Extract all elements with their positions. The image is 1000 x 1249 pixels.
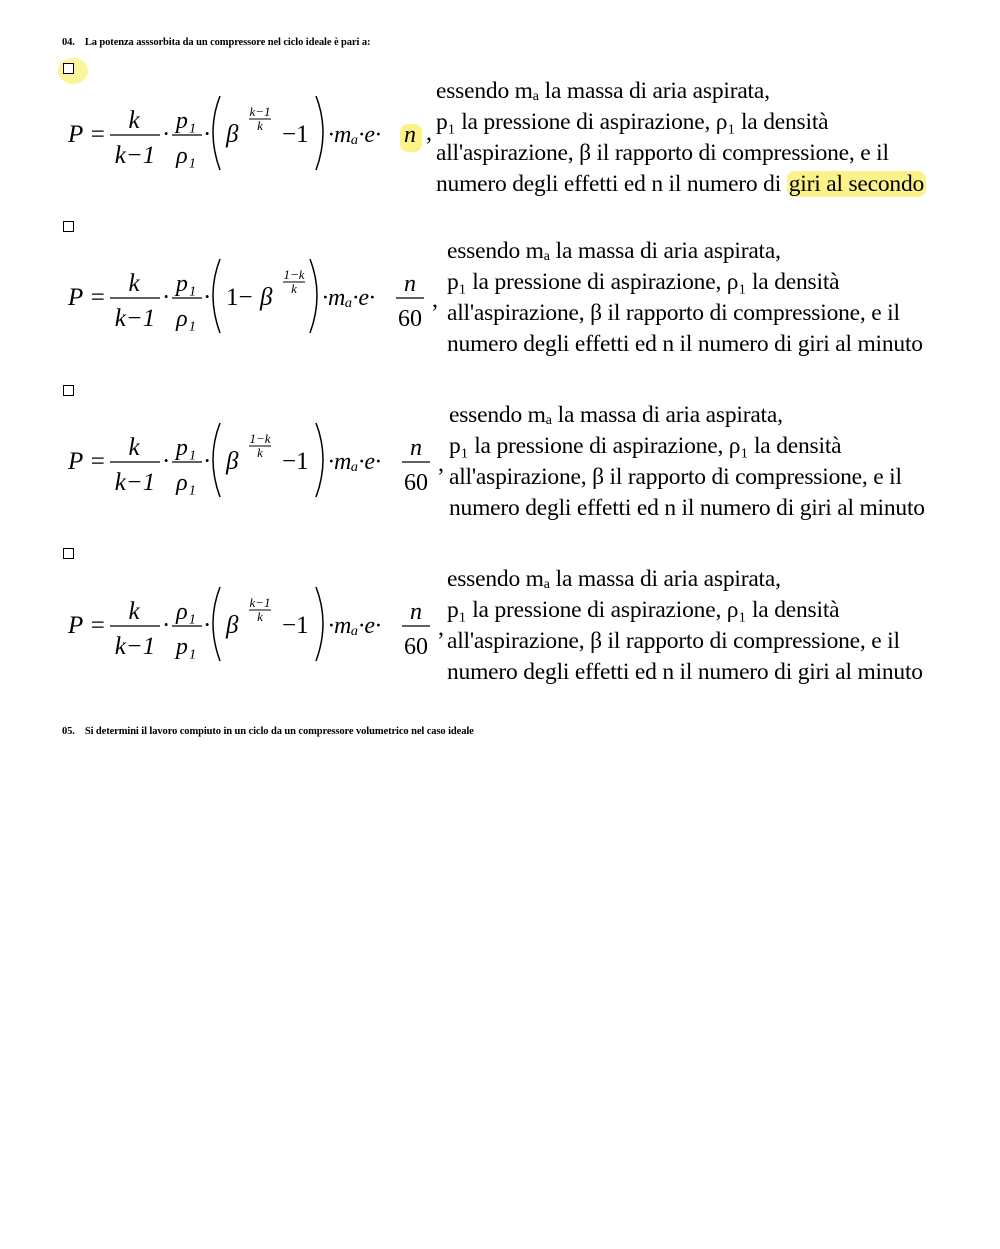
fraction-2-denominator: p₁: [175, 634, 197, 660]
option-1-checkbox[interactable]: [63, 63, 74, 74]
exponent-denominator: k: [257, 445, 263, 460]
question-05-title: [62, 726, 474, 737]
highlighted-text: giri al secondo: [788, 171, 925, 197]
fraction-2-numerator: p₁: [175, 435, 197, 461]
formula-lhs: P =: [68, 612, 106, 639]
formula-tail: ·mₐ·e·: [322, 285, 376, 311]
option-1-formula: [62, 92, 437, 176]
fraction-2-denominator: ρ₁: [176, 470, 196, 496]
fraction-2-numerator: p₁: [175, 108, 197, 134]
comma: ,: [438, 615, 444, 641]
fraction-2-denominator: ρ₁: [176, 306, 196, 332]
description-text: numero degli effetti ed n il numero di: [436, 171, 787, 197]
right-parenthesis: [316, 96, 323, 170]
rate-numerator: n: [404, 271, 416, 297]
description-line: numero degli effetti ed n il numero di giri al minuto: [449, 495, 925, 521]
right-parenthesis: [310, 259, 317, 333]
description-line: essendo mₐ la massa di aria aspirata,: [436, 78, 770, 104]
option-3-checkbox[interactable]: [63, 385, 74, 396]
fraction-1-numerator: k: [128, 270, 140, 297]
fraction-1-denominator: k−1: [114, 469, 156, 496]
exponent-denominator: k: [257, 118, 263, 133]
rate-denominator: 60: [398, 306, 422, 332]
dot-operator: ·: [203, 284, 212, 311]
description-line: numero degli effetti ed n il numero di giri al minuto: [447, 659, 923, 685]
dot-operator: ·: [162, 284, 171, 311]
rate-denominator: 60: [404, 634, 428, 660]
rate-numerator: n: [410, 435, 422, 461]
formula-svg: [62, 419, 444, 503]
dot-operator: ·: [162, 448, 171, 475]
fraction-2-numerator: p₁: [175, 271, 197, 297]
description-line: all'aspirazione, β il rapporto di compressione, e il: [447, 628, 900, 654]
description-line: essendo mₐ la massa di aria aspirata,: [447, 566, 781, 592]
option-2-description: [447, 236, 923, 360]
option-4-formula: [62, 583, 444, 667]
description-line: p₁ la pressione di aspirazione, ρ₁ la densità: [449, 433, 842, 459]
option-1-description: [436, 76, 926, 200]
dot-operator: ·: [162, 612, 171, 639]
formula-lhs: P =: [68, 284, 106, 311]
option-3-description: [449, 400, 925, 524]
left-parenthesis: [213, 587, 220, 661]
fraction-1-denominator: k−1: [114, 142, 156, 169]
right-parenthesis: [316, 587, 323, 661]
formula-tail: ·mₐ·e·: [328, 122, 382, 148]
dot-operator: ·: [162, 121, 171, 148]
fraction-1-denominator: k−1: [114, 305, 156, 332]
formula-svg: [62, 92, 437, 176]
exponent-numerator: k−1: [249, 104, 271, 119]
right-parenthesis: [316, 423, 323, 497]
rate-symbol: n: [404, 122, 416, 148]
option-2-formula: [62, 255, 437, 339]
description-line: all'aspirazione, β il rapporto di compressione, e il: [449, 464, 902, 490]
formula-lhs: P =: [68, 448, 106, 475]
rate-numerator: n: [410, 599, 422, 625]
option-4-description: [447, 564, 923, 688]
left-parenthesis: [213, 96, 220, 170]
question-number: 04.: [62, 37, 75, 48]
fraction-1-numerator: k: [128, 434, 140, 461]
beta-base: β: [260, 284, 273, 311]
exponent-numerator: 1−k: [283, 267, 305, 282]
formula-svg: [62, 583, 444, 667]
bracket-suffix: −1: [282, 121, 309, 148]
dot-operator: ·: [203, 448, 212, 475]
fraction-2-numerator: ρ₁: [176, 599, 196, 625]
description-line: essendo mₐ la massa di aria aspirata,: [449, 402, 783, 428]
exponent-numerator: k−1: [249, 595, 271, 610]
fraction-1-denominator: k−1: [114, 633, 156, 660]
beta-base: β: [226, 121, 239, 148]
formula-tail: ·mₐ·e·: [328, 449, 382, 475]
fraction-1-numerator: k: [128, 598, 140, 625]
beta-base: β: [226, 612, 239, 639]
option-3-formula: [62, 419, 444, 503]
description-line: all'aspirazione, β il rapporto di compressione, e il: [436, 140, 889, 166]
question-number: 05.: [62, 726, 75, 737]
description-line: p₁ la pressione di aspirazione, ρ₁ la densità: [447, 597, 840, 623]
formula-svg: [62, 255, 437, 339]
fraction-1-numerator: k: [128, 107, 140, 134]
exponent-denominator: k: [257, 609, 263, 624]
comma: ,: [432, 287, 438, 313]
exponent-numerator: 1−k: [249, 431, 271, 446]
question-04-title: [62, 37, 370, 48]
description-line: numero degli effetti ed n il numero di giri al minuto: [447, 331, 923, 357]
bracket-prefix: 1−: [226, 284, 253, 311]
formula-lhs: P =: [68, 121, 106, 148]
option-2-checkbox[interactable]: [63, 221, 74, 232]
description-line: all'aspirazione, β il rapporto di compressione, e il: [447, 300, 900, 326]
rate-denominator: 60: [404, 470, 428, 496]
dot-operator: ·: [203, 612, 212, 639]
description-line: essendo mₐ la massa di aria aspirata,: [447, 238, 781, 264]
left-parenthesis: [213, 259, 220, 333]
bracket-suffix: −1: [282, 612, 309, 639]
comma: ,: [438, 451, 444, 477]
question-text: Si determini il lavoro compiuto in un ciclo da un compressore volumetrico nel caso ideale: [84, 726, 474, 737]
fraction-2-denominator: ρ₁: [176, 143, 196, 169]
dot-operator: ·: [203, 121, 212, 148]
bracket-suffix: −1: [282, 448, 309, 475]
option-4-checkbox[interactable]: [63, 548, 74, 559]
question-text: La potenza asssorbita da un compressore nel ciclo ideale è pari a:: [84, 37, 371, 48]
comma: ,: [426, 120, 432, 146]
description-line: [436, 169, 926, 200]
left-parenthesis: [213, 423, 220, 497]
formula-tail: ·mₐ·e·: [328, 613, 382, 639]
description-line: p₁ la pressione di aspirazione, ρ₁ la densità: [447, 269, 840, 295]
beta-base: β: [226, 448, 239, 475]
description-line: p₁ la pressione di aspirazione, ρ₁ la densità: [436, 109, 829, 135]
exponent-denominator: k: [291, 281, 297, 296]
